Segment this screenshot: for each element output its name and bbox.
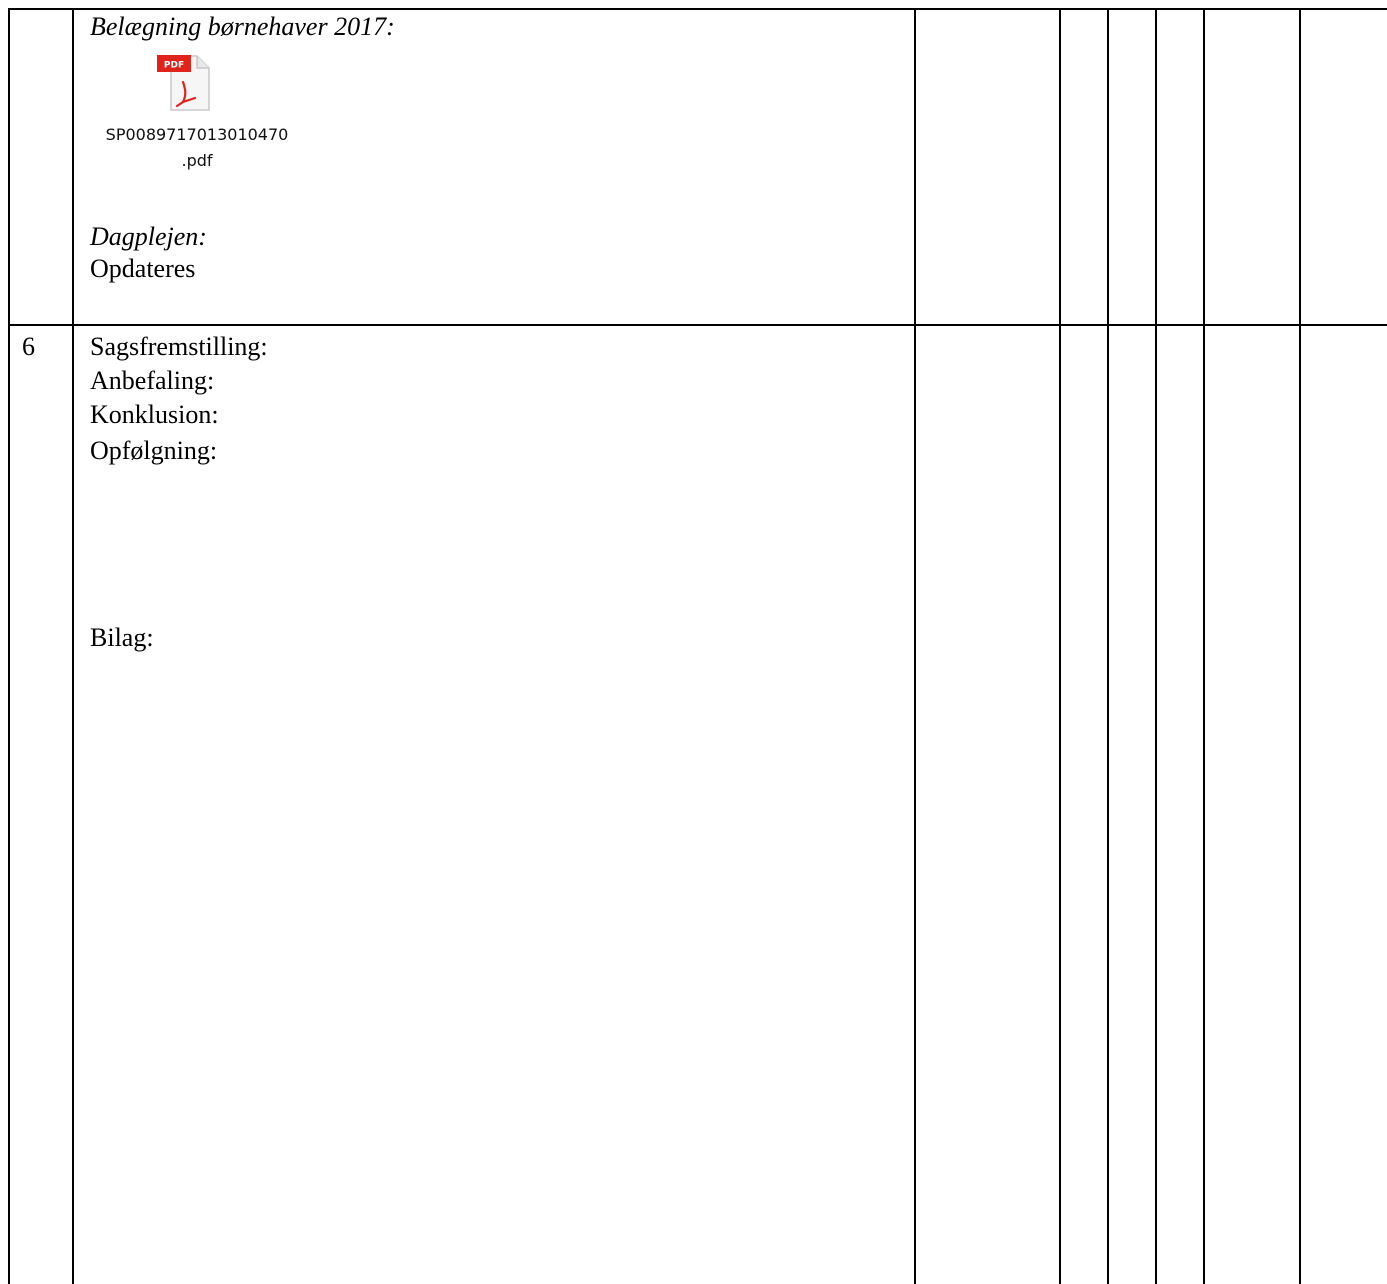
sub-text: Opdateres [90, 254, 196, 283]
column-border [1107, 8, 1109, 1284]
table-top-border [8, 8, 1387, 10]
column-border [8, 8, 10, 1284]
field-label: Konklusion: [90, 400, 219, 429]
bilag-label: Bilag: [90, 623, 154, 652]
attachment-filename-line1: SP0089717013010470 [105, 125, 289, 144]
column-border [1155, 8, 1157, 1284]
pdf-badge-label: PDF [163, 60, 185, 71]
field-label: Sagsfremstilling: [90, 332, 268, 361]
row-divider [8, 324, 1387, 326]
sub-heading: Dagplejen: [90, 222, 207, 251]
row-number: 6 [22, 332, 35, 361]
pdf-file-icon[interactable] [155, 52, 221, 112]
column-border [72, 8, 74, 1284]
column-border [1059, 8, 1061, 1284]
field-label: Anbefaling: [90, 366, 215, 395]
column-border [914, 8, 916, 1284]
attachment-filename-line2: .pdf [181, 151, 213, 170]
field-label: Opfølgning: [90, 436, 218, 465]
column-border [1203, 8, 1205, 1284]
column-border [1299, 8, 1301, 1284]
attachment-filename[interactable] [92, 122, 302, 174]
section-heading: Belægning børnehaver 2017: [90, 12, 395, 41]
